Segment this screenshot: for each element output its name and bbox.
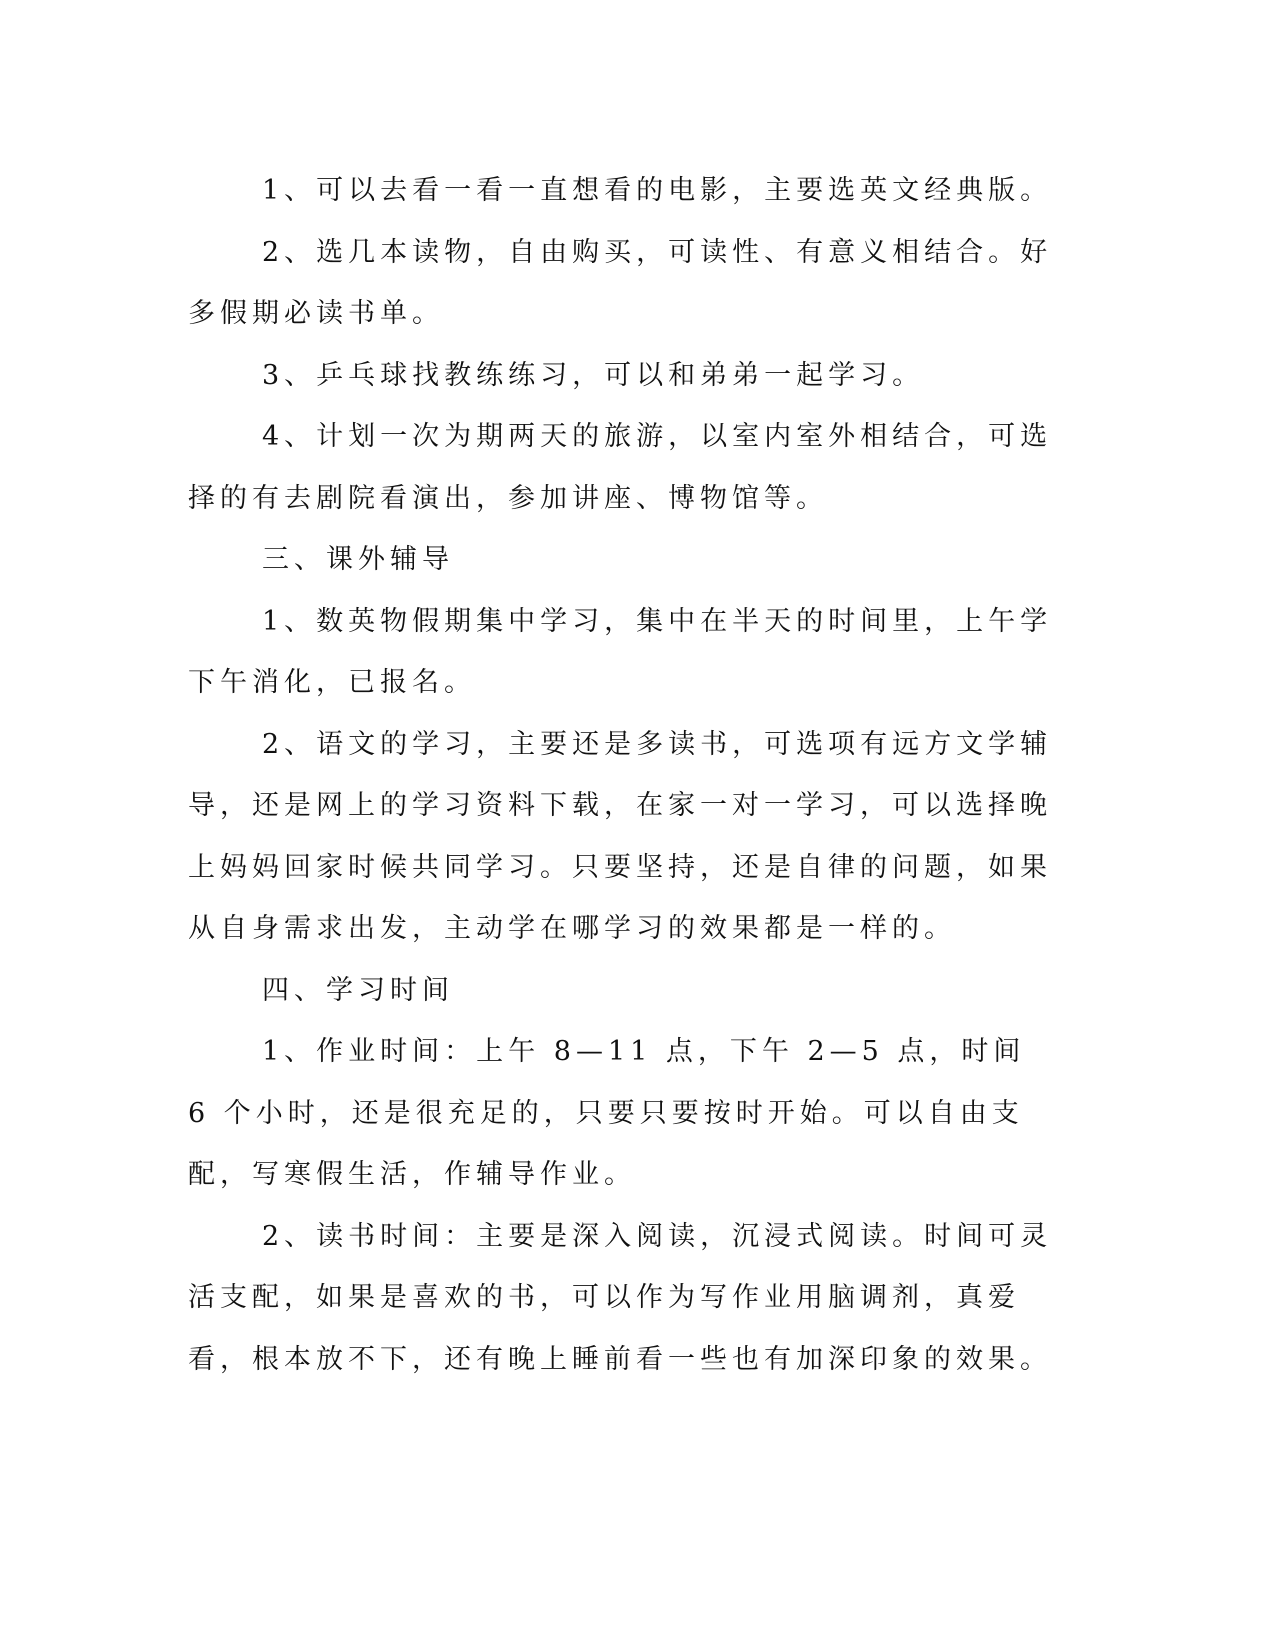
document-body: [188, 160, 1060, 1390]
section-heading-tutoring: 三、课外辅导: [262, 544, 454, 575]
paragraph-table-tennis: 3、乒乓球找教练练习，可以和弟弟一起学习。: [262, 359, 925, 391]
paragraph-homework-time: 1、作业时间：上午 8—11 点，下午 2—5 点，时间 6 个小时，还是很充足的，只要只要按时开始。可以自由支配，写寒假生活，作辅导作业。: [188, 1036, 1026, 1190]
paragraph-movies: 1、可以去看一看一直想看的电影，主要选英文经典版。: [262, 175, 1053, 206]
paragraph-reading-materials: 2、选几本读物，自由购买，可读性、有意义相结合。好多假期必读书单。: [188, 236, 1053, 329]
paragraph-reading-time: 2、读书时间：主要是深入阅读，沉浸式阅读。时间可灵活支配，如果是喜欢的书，可以作为写作业用脑调剂，真爱看，根本放不下，还有晚上睡前看一些也有加深印象的效果。: [188, 1220, 1053, 1375]
paragraph-chinese-study: 2、语文的学习，主要还是多读书，可选项有远方文学辅导，还是网上的学习资料下载，在家一对一学习，可以选择晚上妈妈回家时候共同学习。只要坚持，还是自律的问题，如果从自身需求出发，主动学在哪学习的效果都是一样的。: [188, 728, 1053, 944]
paragraph-math-english-physics: 1、数英物假期集中学习，集中在半天的时间里，上午学下午消化，已报名。: [188, 605, 1053, 698]
section-heading-study-time: 四、学习时间: [262, 974, 454, 1006]
paragraph-travel-plan: 4、计划一次为期两天的旅游，以室内室外相结合，可选择的有去剧院看演出，参加讲座、博物馆等。: [188, 421, 1053, 514]
